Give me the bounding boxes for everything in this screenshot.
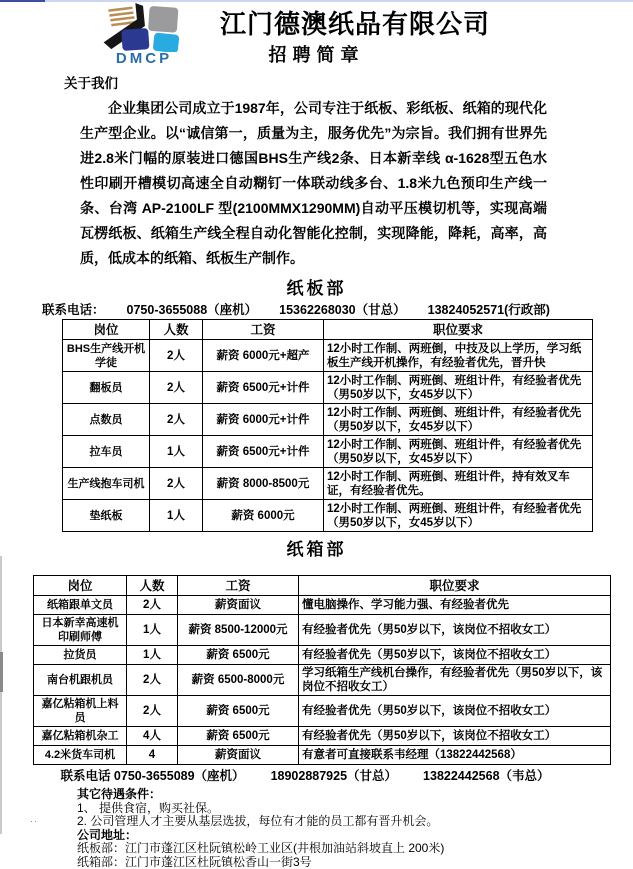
board-dept-table (62, 319, 593, 532)
table-cell: 2人 (127, 696, 178, 727)
table-cell: 12小时工作制、两班倒、班组计件，有经验者优先（男50岁以下，女45岁以下） (324, 372, 593, 404)
table-row (34, 646, 611, 665)
contact-part: 13824052571(行政部) (428, 300, 550, 318)
table-row (63, 404, 593, 436)
table-row (34, 596, 611, 615)
column-header: 工资 (178, 576, 299, 596)
table-cell: 2人 (150, 372, 203, 404)
contact-part: 15362268030（甘总） (279, 300, 405, 318)
table-cell: 有意者可直接联系韦经理（13822442568） (299, 746, 611, 765)
contact-part: 0750-3655088（座机） (127, 300, 258, 318)
contact-part: 联系电话： (42, 300, 105, 318)
table-cell: 有经验者优先（男50岁以下，该岗位不招收女工） (299, 727, 611, 746)
benefits-list (77, 802, 633, 829)
table-cell: 薪资 6000元+超产 (203, 340, 324, 372)
table-cell: 薪资 6500元 (178, 696, 299, 727)
table-cell: 薪资 6500元 (178, 727, 299, 746)
table-cell: 薪资 6500元+计件 (203, 436, 324, 468)
table-header-row (34, 576, 611, 596)
column-header: 岗位 (63, 320, 150, 340)
table-cell: 生产线抱车司机 (63, 468, 150, 500)
table-cell: 1人 (150, 500, 203, 532)
table-cell: 嘉亿粘箱机上料员 (34, 696, 127, 727)
list-item: 1、 提供食宿，购买社保。 (77, 802, 633, 816)
table-cell: 12小时工作制、两班倒、班组计件，有经验者优先（男50岁以下，女45岁以下） (324, 500, 593, 532)
table-cell: 薪资 8000-8500元 (203, 468, 324, 500)
board-dept-heading: 纸板部 (0, 274, 633, 299)
table-cell: 1人 (150, 436, 203, 468)
address-heading: 公司地址： (77, 829, 633, 843)
table-header-row (63, 320, 593, 340)
column-header: 岗位 (34, 576, 127, 596)
page-title: 江门德澳纸品有限公司 (190, 4, 520, 41)
table-row (63, 500, 593, 532)
table-row (34, 746, 611, 765)
table-cell: 12小时工作制、两班倒、班组计件，持有效叉车证，有经验者优先。 (324, 468, 593, 500)
table-cell: 1人 (127, 646, 178, 665)
table-cell: 有经验者优先（男50岁以下，该岗位不招收女工） (299, 646, 611, 665)
carton-dept-contact (20, 766, 590, 784)
table-row (34, 615, 611, 646)
table-cell: 4.2米货车司机 (34, 746, 127, 765)
about-heading: 关于我们 (64, 72, 633, 92)
column-header: 职位要求 (324, 320, 593, 340)
contact-part: 13822442568（韦总） (423, 766, 549, 784)
table-cell: 2人 (150, 468, 203, 500)
table-cell: 12小时工作制、两班倒，中技及以上学历，学习纸板生产线开机操作，有经验者优先，晋升快 (324, 340, 593, 372)
table-cell: 薪资 8500-12000元 (178, 615, 299, 646)
table-cell: 有经验者优先（男50岁以下，该岗位不招收女工） (299, 615, 611, 646)
table-row (34, 665, 611, 696)
table-cell: 薪资 6500元 (178, 646, 299, 665)
contact-part: 18902887925（甘总） (271, 766, 397, 784)
table-cell: 2人 (150, 404, 203, 436)
page-left-edge (0, 556, 2, 834)
carton-dept-table (33, 575, 611, 765)
table-row (63, 340, 593, 372)
page-corner-dots: ·· (30, 816, 38, 826)
benefits-heading: 其它待遇条件： (77, 788, 633, 802)
table-cell: 学习纸箱生产线机台操作，有经验者优先（男50岁以下，该岗位不招收女工） (299, 665, 611, 696)
table-cell: BHS生产线开机学徒 (63, 340, 150, 372)
document-header (0, 0, 633, 66)
carton-dept-heading: 纸箱部 (0, 535, 633, 560)
page-subtitle: 招聘简章 (0, 41, 633, 67)
table-cell: 翻板员 (63, 372, 150, 404)
table-row (34, 727, 611, 746)
column-header: 人数 (127, 576, 178, 596)
table-cell: 12小时工作制、两班倒、班组计件，有经验者优先（男50岁以下，女45岁以下） (324, 436, 593, 468)
table-row (63, 468, 593, 500)
about-paragraph: 企业集团公司成立于1987年，公司专注于纸板、彩纸板、纸箱的现代化生产型企业。以“诚信第一，质量为主，服务优先”为宗旨。我们拥有世界先进2.8米门幅的原装进口德国BHS生产线2条、日本新幸线 α-1628型五色水性印刷开槽模切高速全自动糊钉一体联动线多台、1.8米九色预印生产线一条、台湾 AP-2100LF 型(2100MMX1290MM)自动平压模切机等，实现高端瓦楞纸板、纸箱生产线全程自动化智能化控制，实现降能，降耗，高率，高质，低成本的纸箱、纸板生产制作。 (80, 96, 547, 271)
table-cell: 点数员 (63, 404, 150, 436)
table-cell: 纸箱跟单文员 (34, 596, 127, 615)
table-cell: 薪资 6000元+计件 (203, 404, 324, 436)
table-cell: 日本新幸高速机印刷师傅 (34, 615, 127, 646)
table-cell: 拉车员 (63, 436, 150, 468)
list-item: 2. 公司管理人才主要从基层选拔，每位有才能的员工都有晋升机会。 (77, 815, 633, 829)
table-row (63, 372, 593, 404)
footer-section (77, 788, 633, 869)
table-cell: 薪资 6000元 (203, 500, 324, 532)
board-dept-contact (42, 300, 633, 318)
table-cell: 4 (127, 746, 178, 765)
logo-text: DMCP (98, 52, 190, 66)
table-cell: 薪资 6500元+计件 (203, 372, 324, 404)
table-cell: 懂电脑操作、学习能力强、有经验者优先 (299, 596, 611, 615)
list-item: 纸板部：江门市蓬江区杜阮镇松岭工业区(井根加油站斜坡直上 200米) (77, 842, 633, 856)
table-cell: 有经验者优先（男50岁以下，该岗位不招收女工） (299, 696, 611, 727)
table-cell: 1人 (127, 615, 178, 646)
table-cell: 2人 (150, 340, 203, 372)
table-cell: 薪资面议 (178, 746, 299, 765)
column-header: 人数 (150, 320, 203, 340)
column-header: 职位要求 (299, 576, 611, 596)
column-header: 工资 (203, 320, 324, 340)
table-row (63, 436, 593, 468)
table-cell: 拉货员 (34, 646, 127, 665)
table-cell: 南台机跟机员 (34, 665, 127, 696)
page-left-edge-mark (0, 652, 3, 692)
table-cell: 薪资 6500-8000元 (178, 665, 299, 696)
address-list (77, 842, 633, 869)
table-row (34, 696, 611, 727)
table-cell: 垫纸板 (63, 500, 150, 532)
table-cell: 嘉亿粘箱机杂工 (34, 727, 127, 746)
table-cell: 薪资面议 (178, 596, 299, 615)
contact-part: 联系电话 0750-3655089（座机） (60, 766, 244, 784)
table-cell: 12小时工作制、两班倒、班组计件，有经验者优先（男50岁以下，女45岁以下） (324, 404, 593, 436)
table-cell: 4人 (127, 727, 178, 746)
table-cell: 2人 (127, 665, 178, 696)
list-item: 纸箱部：江门市蓬江区杜阮镇松香山一街3号 (77, 856, 633, 869)
table-cell: 2人 (127, 596, 178, 615)
